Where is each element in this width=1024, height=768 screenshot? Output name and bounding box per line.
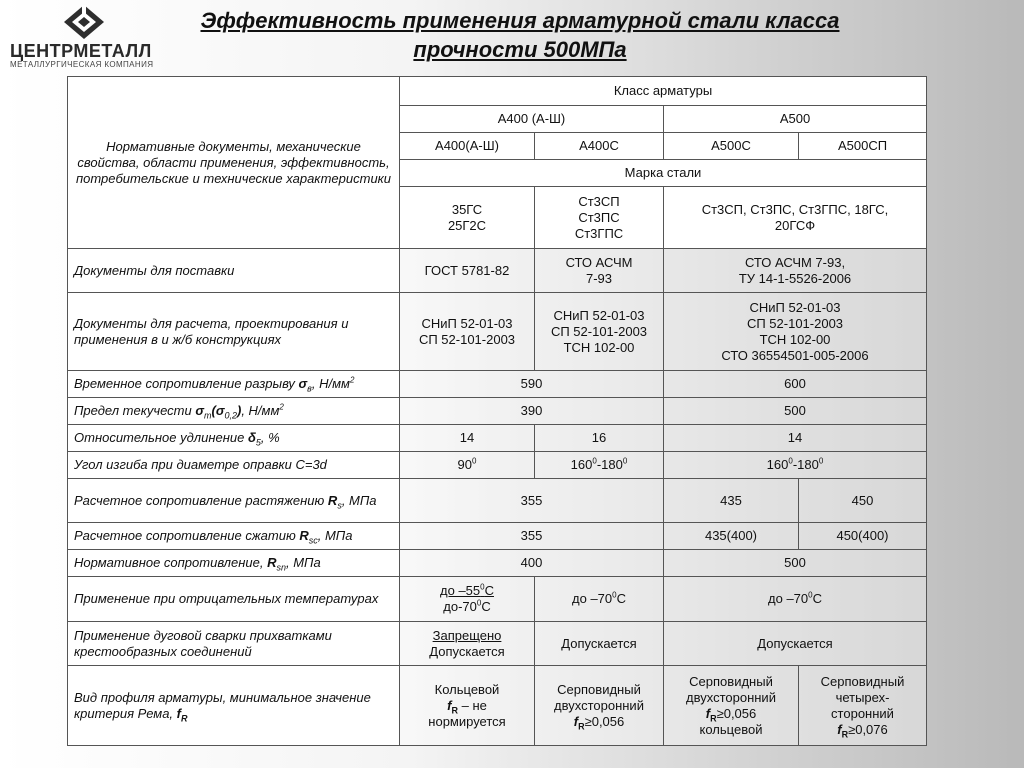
cell-a500: Допускается: [664, 622, 927, 666]
cell-a400: Кольцевой $f_R$ – не нормируется: [400, 666, 535, 746]
cell-a500: $160^0-180^0$: [664, 452, 927, 479]
group-a500: А500: [664, 106, 927, 133]
row-profile-type: [68, 666, 927, 746]
row-yield-strength: [68, 398, 927, 425]
grade-a500: Ст3СП, Ст3ПС, Ст3ГПС, 18ГС, 20ГСФ: [664, 187, 927, 249]
row-label: Нормативное сопротивление, $R_{sn}$, МПа: [68, 550, 400, 577]
cell-a500: 500: [664, 398, 927, 425]
rebar-comparison-table: [67, 76, 927, 746]
cell-a500c: 435(400): [664, 523, 799, 550]
cell-a400: 390: [400, 398, 664, 425]
header-row-label: Нормативные документы, механические свойства, области применения, эффективность, потребительские и технические характеристики: [68, 77, 400, 249]
grade-a400c: Ст3СП Ст3ПС Ст3ГПС: [535, 187, 664, 249]
row-design-docs: [68, 293, 927, 371]
cell-a400: 14: [400, 425, 535, 452]
sub-a500c: А500С: [664, 133, 799, 160]
row-label: Документы для поставки: [68, 249, 400, 293]
row-tensile-design-resistance: [68, 479, 927, 523]
row-normative-resistance: [68, 550, 927, 577]
sub-a400: А400(А-Ш): [400, 133, 535, 160]
cell-a400c: СТО АСЧМ 7-93: [535, 249, 664, 293]
cell-a400c: 16: [535, 425, 664, 452]
logo-subtitle: МЕТАЛЛУРГИЧЕСКАЯ КОМПАНИЯ: [10, 60, 154, 69]
cell-a400c: до $-70^0С$: [535, 577, 664, 622]
cell-a400: 355: [400, 523, 664, 550]
cell-a500sp: 450: [799, 479, 927, 523]
row-bend-angle: [68, 452, 927, 479]
grade-a400: 35ГС 25Г2С: [400, 187, 535, 249]
row-arc-welding: [68, 622, 927, 666]
row-label: Расчетное сопротивление сжатию $R_{sc}$, МПа: [68, 523, 400, 550]
title-line-1: Эффективность применения арматурной стали класса: [200, 8, 840, 33]
row-tensile-strength: [68, 371, 927, 398]
cell-a500: до $-70^0С$: [664, 577, 927, 622]
row-elongation: [68, 425, 927, 452]
cell-a400: СНиП 52-01-03 СП 52-101-2003: [400, 293, 535, 371]
sub-a500sp: А500СП: [799, 133, 927, 160]
header-row-class: [68, 77, 927, 106]
class-label: Класс арматуры: [400, 77, 927, 106]
cell-a500: СНиП 52-01-03 СП 52-101-2003 ТСН 102-00 СТО 36554501-005-2006: [664, 293, 927, 371]
cell-a400c: Серповидный двухсторонний $f_R\ge 0,056$: [535, 666, 664, 746]
sub-a400c: А400С: [535, 133, 664, 160]
cell-a400: до $-55^0С$ $до-70^0С$: [400, 577, 535, 622]
row-label: Временное сопротивление разрыву $\sigma_в$, $Н/мм^2$: [68, 371, 400, 398]
cell-a400c: $160^0-180^0$: [535, 452, 664, 479]
logo-mark-icon: [62, 4, 106, 40]
cell-a400c: Допускается: [535, 622, 664, 666]
cell-a400: ГОСТ 5781-82: [400, 249, 535, 293]
cell-a400: $90^0$: [400, 452, 535, 479]
cell-a500sp: Серповидный четырех- сторонний $f_R\ge 0,076$: [799, 666, 927, 746]
cell-a500c: Серповидный двухсторонний $f_R\ge 0,056$ кольцевой: [664, 666, 799, 746]
group-a400: А400 (А-Ш): [400, 106, 664, 133]
row-supply-docs: [68, 249, 927, 293]
row-label: Документы для расчета, проектирования и применения в и ж/б конструкциях: [68, 293, 400, 371]
row-label: Применение при отрицательных температурах: [68, 577, 400, 622]
row-label: Вид профиля арматуры, минимальное значение критерия Рема, $f_R$: [68, 666, 400, 746]
cell-a400: 400: [400, 550, 664, 577]
cell-a400: 355: [400, 479, 664, 523]
page-title: [170, 6, 870, 64]
row-label: Относительное удлинение $\delta_5$, %: [68, 425, 400, 452]
company-logo: [6, 4, 166, 69]
cell-a500: СТО АСЧМ 7-93, ТУ 14-1-5526-2006: [664, 249, 927, 293]
row-label: Расчетное сопротивление растяжению $R_s$, МПа: [68, 479, 400, 523]
row-negative-temperatures: [68, 577, 927, 622]
cell-a400c: СНиП 52-01-03 СП 52-101-2003 ТСН 102-00: [535, 293, 664, 371]
row-label: Применение дуговой сварки прихватками крестообразных соединений: [68, 622, 400, 666]
row-compression-design-resistance: [68, 523, 927, 550]
row-label: Угол изгиба при диаметре оправки С=3d: [68, 452, 400, 479]
cell-a500: 600: [664, 371, 927, 398]
cell-a500c: 435: [664, 479, 799, 523]
cell-a500: 500: [664, 550, 927, 577]
row-label: Предел текучести $\sigma_т(\sigma_{0,2})$, $Н/мм^2$: [68, 398, 400, 425]
cell-a500sp: 450(400): [799, 523, 927, 550]
cell-a400: Запрещено Допускается: [400, 622, 535, 666]
logo-name: ЦЕНТРМЕТАЛЛ: [10, 41, 152, 61]
title-line-2: прочности 500МПа: [413, 37, 627, 62]
cell-a400: 590: [400, 371, 664, 398]
grade-label: Марка стали: [400, 160, 927, 187]
cell-a500: 14: [664, 425, 927, 452]
